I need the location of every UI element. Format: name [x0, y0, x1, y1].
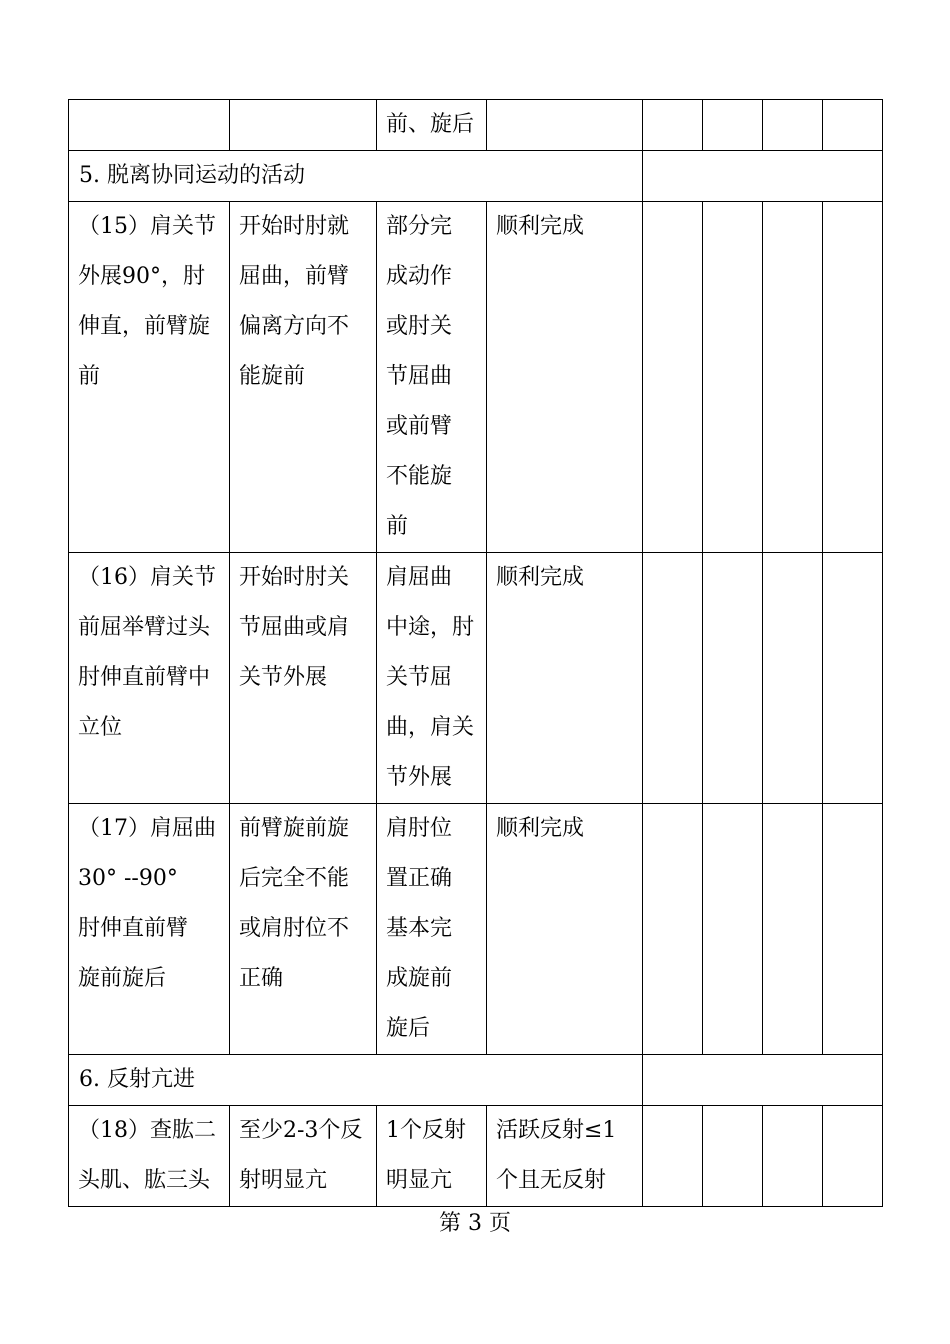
score-cell	[823, 804, 883, 1055]
score-2-criteria: 顺利完成	[487, 553, 643, 804]
score-cell	[643, 553, 703, 804]
score-0-criteria: 前臂旋前旋后完全不能或肩肘位不正确	[230, 804, 377, 1055]
score-0-criteria: 开始时肘关节屈曲或肩关节外展	[230, 553, 377, 804]
score-cell	[703, 100, 763, 151]
table-cell	[230, 100, 377, 151]
score-cell	[763, 100, 823, 151]
item-description: （15）肩关节外展90°，肘伸直，前臂旋前	[69, 202, 230, 553]
score-cell	[703, 1106, 763, 1207]
score-cell	[643, 804, 703, 1055]
score-1-criteria: 肩肘位 置正确 基本完 成旋前 旋后	[377, 804, 487, 1055]
score-cell	[643, 1055, 883, 1106]
score-cell	[643, 100, 703, 151]
table-cell	[69, 100, 230, 151]
score-cell	[763, 202, 823, 553]
score-2-criteria: 顺利完成	[487, 202, 643, 553]
page-number: 第 3 页	[439, 1211, 511, 1236]
section-row	[69, 1055, 883, 1106]
score-cell	[643, 151, 883, 202]
table-row	[69, 100, 883, 151]
evaluation-table	[68, 99, 883, 1207]
score-0-criteria: 至少2-3个反射明显亢	[230, 1106, 377, 1207]
table-row	[69, 804, 883, 1055]
score-cell	[823, 1106, 883, 1207]
score-cell	[823, 100, 883, 151]
score-2-criteria: 顺利完成	[487, 804, 643, 1055]
score-1-criteria: 肩屈曲 中途，肘 关节屈 曲，肩关 节外展	[377, 553, 487, 804]
item-description: （16）肩关节前屈举臂过头肘伸直前臂中立位	[69, 553, 230, 804]
table-row	[69, 202, 883, 553]
section-heading: 6. 反射亢进	[69, 1055, 643, 1106]
score-cell	[823, 202, 883, 553]
score-cell	[763, 804, 823, 1055]
score-1-criteria: 1个反射 明显亢	[377, 1106, 487, 1207]
table-row	[69, 1106, 883, 1207]
score-0-criteria: 开始时肘就屈曲，前臂偏离方向不能旋前	[230, 202, 377, 553]
section-heading: 5. 脱离协同运动的活动	[69, 151, 643, 202]
score-2-criteria: 活跃反射≤1 个且无反射	[487, 1106, 643, 1207]
table-cell	[487, 100, 643, 151]
score-1-criteria: 部分完 成动作 或肘关 节屈曲 或前臂 不能旋 前	[377, 202, 487, 553]
score-cell	[643, 202, 703, 553]
score-cell	[763, 553, 823, 804]
score-cell	[703, 553, 763, 804]
score-cell	[823, 553, 883, 804]
item-description: （17）肩屈曲 30° --90° 肘伸直前臂 旋前旋后	[69, 804, 230, 1055]
score-cell	[643, 1106, 703, 1207]
table-cell: 前、旋后	[377, 100, 487, 151]
table-row	[69, 553, 883, 804]
item-description: （18）查肱二头肌、肱三头	[69, 1106, 230, 1207]
section-row	[69, 151, 883, 202]
score-cell	[703, 804, 763, 1055]
score-cell	[763, 1106, 823, 1207]
score-cell	[703, 202, 763, 553]
